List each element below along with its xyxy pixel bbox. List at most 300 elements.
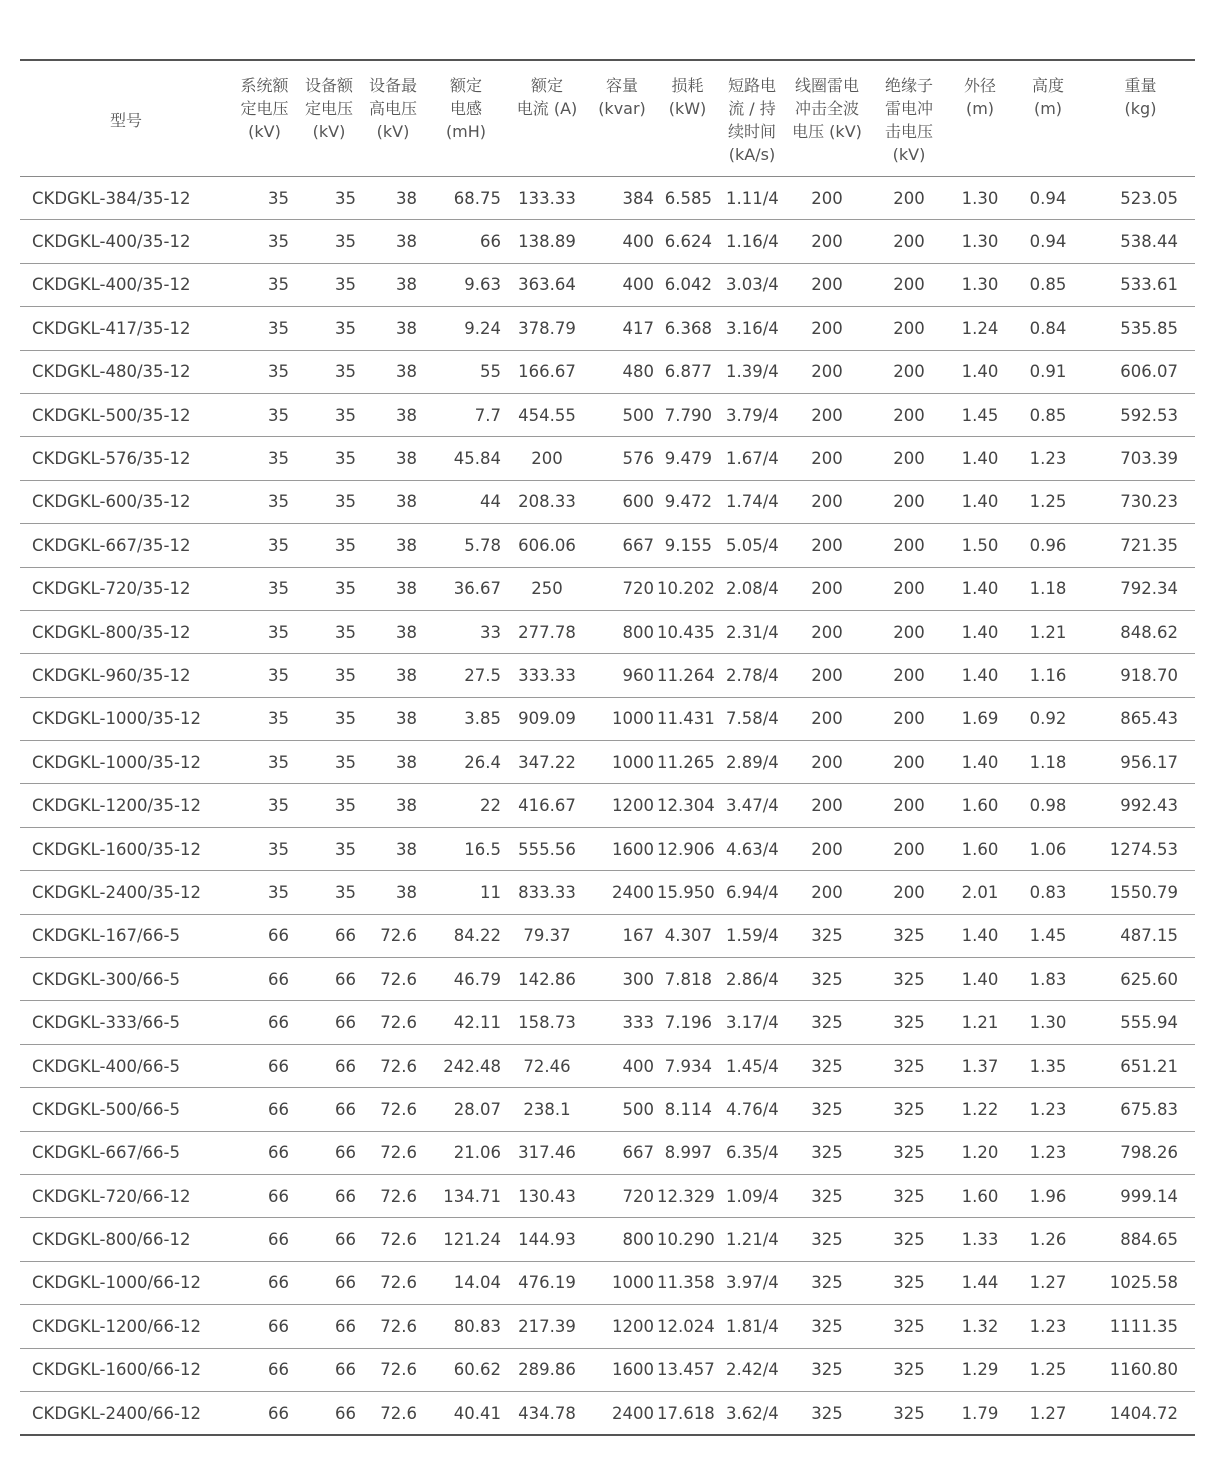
- height-cell: 1.27: [1029, 1403, 1067, 1423]
- inductance-cell: 16.5: [425, 827, 507, 870]
- inductance-cell: 9.24: [425, 307, 507, 350]
- table-row: [20, 567, 1195, 610]
- coil-impulse-cell: 200: [786, 610, 868, 653]
- weight-cell: 703.39: [1086, 437, 1195, 480]
- system-voltage-cell: 35: [232, 784, 297, 827]
- height-cell: 1.23: [1010, 1088, 1086, 1131]
- height-cell: 1.21: [1010, 610, 1086, 653]
- weight-cell: 865.43: [1086, 697, 1195, 740]
- short-circuit-cell: 1.11/4: [718, 177, 786, 220]
- max-voltage-cell: 38: [361, 567, 425, 610]
- model-cell: CKDGKL-480/35-12: [20, 350, 232, 393]
- height-cell: 0.96: [1010, 524, 1086, 567]
- outer-diameter-cell: 1.60: [950, 784, 1010, 827]
- equipment-voltage-cell: 66: [297, 1131, 361, 1174]
- table-row: [20, 177, 1195, 220]
- max-voltage-cell: 72.6: [361, 1174, 425, 1217]
- model-cell: CKDGKL-720/35-12: [20, 567, 232, 610]
- system-voltage-cell: 66: [268, 1403, 289, 1423]
- equipment-voltage-cell: 35: [297, 697, 361, 740]
- height-cell: 1.18: [1010, 741, 1086, 784]
- height-cell: 1.06: [1010, 827, 1086, 870]
- outer-diameter-cell: 1.22: [950, 1088, 1010, 1131]
- max-voltage-cell: 38: [361, 610, 425, 653]
- system-voltage-cell: 66: [232, 1305, 297, 1348]
- system-voltage-cell: 35: [232, 871, 297, 914]
- insulator-impulse-cell: 325: [868, 1001, 950, 1044]
- table-row: [20, 871, 1195, 914]
- col-header-outer-diameter: 外径 (m): [950, 60, 1010, 177]
- loss-cell: 11.264: [657, 654, 718, 697]
- height-cell: 1.23: [1010, 1305, 1086, 1348]
- table-row: [20, 437, 1195, 480]
- capacity-cell: 2400: [612, 1403, 654, 1423]
- short-circuit-cell: 1.16/4: [718, 220, 786, 263]
- inductance-cell: 80.83: [425, 1305, 507, 1348]
- max-voltage-cell: 38: [361, 350, 425, 393]
- short-circuit-cell: 4.63/4: [718, 827, 786, 870]
- height-cell: 0.98: [1010, 784, 1086, 827]
- outer-diameter-cell: 1.21: [950, 1001, 1010, 1044]
- height-cell: 0.84: [1010, 307, 1086, 350]
- inductance-cell: 14.04: [425, 1261, 507, 1304]
- inductance-cell: 9.63: [425, 263, 507, 306]
- coil-impulse-cell: 200: [786, 741, 868, 784]
- equipment-voltage-cell: 66: [297, 1174, 361, 1217]
- equipment-voltage-cell: 66: [297, 958, 361, 1001]
- short-circuit-cell: 3.17/4: [718, 1001, 786, 1044]
- inductance-cell: 33: [425, 610, 507, 653]
- height-cell: 1.23: [1010, 437, 1086, 480]
- capacity-cell: 960: [587, 654, 657, 697]
- coil-impulse-cell: 200: [786, 524, 868, 567]
- weight-cell: 675.83: [1086, 1088, 1195, 1131]
- system-voltage-cell: 35: [232, 307, 297, 350]
- capacity-cell: 1200: [587, 784, 657, 827]
- outer-diameter-cell: 1.40: [950, 741, 1010, 784]
- capacity-cell: 1000: [587, 1261, 657, 1304]
- inductance-cell: 5.78: [425, 524, 507, 567]
- short-circuit-cell: 1.59/4: [718, 914, 786, 957]
- system-voltage-cell: 66: [232, 914, 297, 957]
- coil-impulse-cell: 325: [786, 914, 868, 957]
- current-cell: 217.39: [507, 1305, 587, 1348]
- outer-diameter-cell: 1.40: [950, 914, 1010, 957]
- weight-cell: 884.65: [1086, 1218, 1195, 1261]
- equipment-voltage-cell: 35: [297, 263, 361, 306]
- loss-cell: 12.329: [657, 1174, 718, 1217]
- capacity-cell: 2400: [587, 871, 657, 914]
- coil-impulse-cell: 200: [786, 437, 868, 480]
- loss-cell: 13.457: [657, 1348, 718, 1391]
- loss-cell: 6.877: [657, 350, 718, 393]
- equipment-voltage-cell: 66: [297, 1001, 361, 1044]
- height-cell: 1.96: [1010, 1174, 1086, 1217]
- inductance-cell: 3.85: [425, 697, 507, 740]
- loss-cell: 10.202: [657, 567, 718, 610]
- height-cell: 0.85: [1010, 263, 1086, 306]
- loss-cell: 9.155: [657, 524, 718, 567]
- capacity-cell: 384: [587, 177, 657, 220]
- current-cell: 277.78: [507, 610, 587, 653]
- current-cell: 909.09: [507, 697, 587, 740]
- equipment-voltage-cell: 35: [297, 741, 361, 784]
- capacity-cell: 1600: [587, 1348, 657, 1391]
- system-voltage-cell: 66: [232, 1174, 297, 1217]
- loss-cell: 6.042: [657, 263, 718, 306]
- insulator-impulse-cell: 200: [868, 741, 950, 784]
- current-cell: 378.79: [507, 307, 587, 350]
- coil-impulse-cell: 325: [786, 1348, 868, 1391]
- height-cell: 1.18: [1010, 567, 1086, 610]
- current-cell: 144.93: [507, 1218, 587, 1261]
- weight-cell: 721.35: [1086, 524, 1195, 567]
- capacity-cell: 333: [587, 1001, 657, 1044]
- current-cell: 363.64: [507, 263, 587, 306]
- current-cell: 142.86: [507, 958, 587, 1001]
- insulator-impulse-cell: 200: [868, 307, 950, 350]
- model-cell: CKDGKL-1000/35-12: [20, 741, 232, 784]
- coil-impulse-cell: 200: [786, 567, 868, 610]
- max-voltage-cell: 38: [361, 741, 425, 784]
- inductance-cell: 45.84: [425, 437, 507, 480]
- max-voltage-cell: 72.6: [361, 1305, 425, 1348]
- loss-cell: 6.368: [657, 307, 718, 350]
- max-voltage-cell: 38: [361, 827, 425, 870]
- spec-table-container: [20, 59, 1195, 1436]
- insulator-impulse-cell: 325: [893, 1403, 925, 1423]
- insulator-impulse-cell: 200: [868, 567, 950, 610]
- max-voltage-cell: 72.6: [361, 1348, 425, 1391]
- coil-impulse-cell: 200: [786, 697, 868, 740]
- model-cell: CKDGKL-1600/66-12: [20, 1348, 232, 1391]
- max-voltage-cell: 72.6: [361, 958, 425, 1001]
- inductance-cell: 27.5: [425, 654, 507, 697]
- weight-cell: 999.14: [1086, 1174, 1195, 1217]
- inductance-cell: 36.67: [425, 567, 507, 610]
- loss-cell: 8.997: [657, 1131, 718, 1174]
- current-cell: 238.1: [507, 1088, 587, 1131]
- capacity-cell: 576: [587, 437, 657, 480]
- coil-impulse-cell: 325: [786, 1305, 868, 1348]
- height-cell: 1.83: [1010, 958, 1086, 1001]
- table-row: [20, 697, 1195, 740]
- loss-cell: 11.265: [657, 741, 718, 784]
- equipment-voltage-cell: 66: [297, 1218, 361, 1261]
- short-circuit-cell: 1.09/4: [718, 1174, 786, 1217]
- short-circuit-cell: 1.67/4: [718, 437, 786, 480]
- col-header-model: 型号: [20, 60, 232, 177]
- col-header-short-circuit: 短路电 流 / 持 续时间 (kA/s): [718, 60, 786, 177]
- system-voltage-cell: 35: [232, 393, 297, 436]
- max-voltage-cell: 38: [361, 784, 425, 827]
- model-cell: CKDGKL-500/35-12: [20, 393, 232, 436]
- loss-cell: 6.624: [657, 220, 718, 263]
- current-cell: 289.86: [507, 1348, 587, 1391]
- loss-cell: 9.479: [657, 437, 718, 480]
- table-row: [20, 1348, 1195, 1391]
- table-row: [20, 914, 1195, 957]
- insulator-impulse-cell: 325: [868, 914, 950, 957]
- system-voltage-cell: 66: [232, 1131, 297, 1174]
- equipment-voltage-cell: 66: [297, 1305, 361, 1348]
- current-cell: 416.67: [507, 784, 587, 827]
- coil-impulse-cell: 325: [786, 1044, 868, 1087]
- system-voltage-cell: 66: [232, 1348, 297, 1391]
- inductance-cell: 22: [425, 784, 507, 827]
- max-voltage-cell: 72.6: [380, 1403, 417, 1423]
- coil-impulse-cell: 200: [786, 871, 868, 914]
- coil-impulse-cell: 200: [786, 177, 868, 220]
- weight-cell: 1160.80: [1086, 1348, 1195, 1391]
- current-cell: 833.33: [507, 871, 587, 914]
- col-header-current: 额定 电流 (A): [507, 60, 587, 177]
- max-voltage-cell: 72.6: [361, 1218, 425, 1261]
- system-voltage-cell: 66: [232, 958, 297, 1001]
- table-row: [20, 263, 1195, 306]
- max-voltage-cell: 72.6: [361, 1261, 425, 1304]
- outer-diameter-cell: 1.30: [950, 263, 1010, 306]
- equipment-voltage-cell: 35: [297, 177, 361, 220]
- outer-diameter-cell: 1.32: [950, 1305, 1010, 1348]
- loss-cell: 6.585: [657, 177, 718, 220]
- max-voltage-cell: 38: [361, 480, 425, 523]
- outer-diameter-cell: 1.50: [950, 524, 1010, 567]
- table-row: [20, 393, 1195, 436]
- coil-impulse-cell: 325: [811, 1403, 843, 1423]
- outer-diameter-cell: 1.44: [950, 1261, 1010, 1304]
- table-row: [20, 480, 1195, 523]
- weight-cell: 918.70: [1086, 654, 1195, 697]
- insulator-impulse-cell: 200: [868, 177, 950, 220]
- model-cell: CKDGKL-960/35-12: [20, 654, 232, 697]
- equipment-voltage-cell: 66: [297, 1088, 361, 1131]
- outer-diameter-cell: 1.40: [950, 480, 1010, 523]
- inductance-cell: 60.62: [425, 1348, 507, 1391]
- inductance-cell: 28.07: [425, 1088, 507, 1131]
- short-circuit-cell: 2.78/4: [718, 654, 786, 697]
- table-row: [20, 307, 1195, 350]
- loss-cell: 10.290: [657, 1218, 718, 1261]
- loss-cell: 10.435: [657, 610, 718, 653]
- model-cell: CKDGKL-1000/66-12: [20, 1261, 232, 1304]
- inductance-cell: 121.24: [425, 1218, 507, 1261]
- current-cell: 317.46: [507, 1131, 587, 1174]
- outer-diameter-cell: 1.40: [950, 567, 1010, 610]
- weight-cell: 1404.72: [1109, 1403, 1178, 1423]
- weight-cell: 792.34: [1086, 567, 1195, 610]
- capacity-cell: 667: [587, 524, 657, 567]
- short-circuit-cell: 2.42/4: [718, 1348, 786, 1391]
- weight-cell: 1111.35: [1086, 1305, 1195, 1348]
- equipment-voltage-cell: 66: [297, 1261, 361, 1304]
- insulator-impulse-cell: 200: [868, 524, 950, 567]
- model-cell: CKDGKL-667/35-12: [20, 524, 232, 567]
- current-cell: 200: [507, 437, 587, 480]
- model-cell: CKDGKL-1200/35-12: [20, 784, 232, 827]
- model-cell: CKDGKL-667/66-5: [20, 1131, 232, 1174]
- table-row: [20, 610, 1195, 653]
- short-circuit-cell: 4.76/4: [718, 1088, 786, 1131]
- insulator-impulse-cell: 200: [868, 220, 950, 263]
- short-circuit-cell: 1.74/4: [718, 480, 786, 523]
- col-header-coil-impulse: 线圈雷电 冲击全波 电压 (kV): [786, 60, 868, 177]
- short-circuit-cell: 2.89/4: [718, 741, 786, 784]
- model-cell: CKDGKL-720/66-12: [20, 1174, 232, 1217]
- model-cell: CKDGKL-600/35-12: [20, 480, 232, 523]
- coil-impulse-cell: 200: [786, 350, 868, 393]
- equipment-voltage-cell: 35: [297, 393, 361, 436]
- system-voltage-cell: 35: [232, 437, 297, 480]
- reactor-spec-table: [20, 59, 1195, 1436]
- model-cell: CKDGKL-2400/35-12: [20, 871, 232, 914]
- insulator-impulse-cell: 200: [868, 437, 950, 480]
- outer-diameter-cell: 1.20: [950, 1131, 1010, 1174]
- height-cell: 1.16: [1010, 654, 1086, 697]
- outer-diameter-cell: 1.40: [950, 654, 1010, 697]
- inductance-cell: 55: [425, 350, 507, 393]
- capacity-cell: 1600: [587, 827, 657, 870]
- current-cell: 476.19: [507, 1261, 587, 1304]
- current-cell: 606.06: [507, 524, 587, 567]
- table-row: [20, 1001, 1195, 1044]
- insulator-impulse-cell: 200: [868, 654, 950, 697]
- outer-diameter-cell: 1.29: [950, 1348, 1010, 1391]
- insulator-impulse-cell: 200: [868, 480, 950, 523]
- height-cell: 0.94: [1010, 177, 1086, 220]
- equipment-voltage-cell: 66: [297, 914, 361, 957]
- height-cell: 1.30: [1010, 1001, 1086, 1044]
- capacity-cell: 167: [587, 914, 657, 957]
- capacity-cell: 1200: [587, 1305, 657, 1348]
- model-cell: CKDGKL-167/66-5: [20, 914, 232, 957]
- height-cell: 1.25: [1010, 480, 1086, 523]
- system-voltage-cell: 35: [232, 741, 297, 784]
- table-row: [20, 784, 1195, 827]
- model-cell: CKDGKL-300/66-5: [20, 958, 232, 1001]
- current-cell: 72.46: [507, 1044, 587, 1087]
- coil-impulse-cell: 325: [786, 1218, 868, 1261]
- equipment-voltage-cell: 35: [297, 524, 361, 567]
- outer-diameter-cell: 1.60: [950, 1174, 1010, 1217]
- loss-cell: 4.307: [657, 914, 718, 957]
- inductance-cell: 66: [425, 220, 507, 263]
- capacity-cell: 480: [587, 350, 657, 393]
- equipment-voltage-cell: 35: [297, 480, 361, 523]
- outer-diameter-cell: 1.60: [950, 827, 1010, 870]
- current-cell: 434.78: [518, 1403, 576, 1423]
- table-row: [20, 827, 1195, 870]
- weight-cell: 848.62: [1086, 610, 1195, 653]
- insulator-impulse-cell: 325: [868, 1044, 950, 1087]
- outer-diameter-cell: 1.24: [950, 307, 1010, 350]
- outer-diameter-cell: 1.69: [950, 697, 1010, 740]
- inductance-cell: 242.48: [425, 1044, 507, 1087]
- header-row: [20, 60, 1195, 177]
- height-cell: 1.23: [1010, 1131, 1086, 1174]
- col-header-insulator-impulse: 绝缘子 雷电冲 击电压 (kV): [868, 60, 950, 177]
- table-row: [20, 958, 1195, 1001]
- coil-impulse-cell: 200: [786, 827, 868, 870]
- table-row: [20, 1044, 1195, 1087]
- system-voltage-cell: 35: [232, 697, 297, 740]
- col-header-height: 高度 (m): [1010, 60, 1086, 177]
- table-row: [20, 524, 1195, 567]
- weight-cell: 592.53: [1086, 393, 1195, 436]
- insulator-impulse-cell: 200: [868, 827, 950, 870]
- insulator-impulse-cell: 325: [868, 1174, 950, 1217]
- max-voltage-cell: 38: [361, 263, 425, 306]
- model-cell: CKDGKL-500/66-5: [20, 1088, 232, 1131]
- weight-cell: 538.44: [1086, 220, 1195, 263]
- weight-cell: 487.15: [1086, 914, 1195, 957]
- insulator-impulse-cell: 325: [868, 1218, 950, 1261]
- equipment-voltage-cell: 35: [297, 567, 361, 610]
- capacity-cell: 720: [587, 567, 657, 610]
- model-cell: CKDGKL-576/35-12: [20, 437, 232, 480]
- coil-impulse-cell: 200: [786, 784, 868, 827]
- short-circuit-cell: 3.62/4: [726, 1403, 779, 1423]
- current-cell: 250: [507, 567, 587, 610]
- max-voltage-cell: 38: [361, 437, 425, 480]
- outer-diameter-cell: 1.79: [961, 1403, 999, 1423]
- table-row: [20, 1131, 1195, 1174]
- current-cell: 130.43: [507, 1174, 587, 1217]
- height-cell: 1.45: [1010, 914, 1086, 957]
- table-row: [20, 1218, 1195, 1261]
- short-circuit-cell: 6.94/4: [718, 871, 786, 914]
- system-voltage-cell: 35: [232, 827, 297, 870]
- capacity-cell: 720: [587, 1174, 657, 1217]
- model-cell: CKDGKL-1600/35-12: [20, 827, 232, 870]
- loss-cell: 7.790: [657, 393, 718, 436]
- outer-diameter-cell: 1.30: [950, 220, 1010, 263]
- equipment-voltage-cell: 66: [335, 1403, 356, 1423]
- model-cell: CKDGKL-400/35-12: [20, 220, 232, 263]
- coil-impulse-cell: 325: [786, 1174, 868, 1217]
- capacity-cell: 400: [587, 1044, 657, 1087]
- model-cell: CKDGKL-400/35-12: [20, 263, 232, 306]
- insulator-impulse-cell: 200: [868, 697, 950, 740]
- weight-cell: 533.61: [1086, 263, 1195, 306]
- outer-diameter-cell: 1.30: [950, 177, 1010, 220]
- model-cell: CKDGKL-400/66-5: [20, 1044, 232, 1087]
- table-row: [20, 741, 1195, 784]
- coil-impulse-cell: 325: [786, 1001, 868, 1044]
- inductance-cell: 134.71: [425, 1174, 507, 1217]
- system-voltage-cell: 35: [232, 654, 297, 697]
- loss-cell: 17.618: [657, 1403, 715, 1423]
- insulator-impulse-cell: 325: [868, 1131, 950, 1174]
- inductance-cell: 21.06: [425, 1131, 507, 1174]
- table-row: [20, 220, 1195, 263]
- table-row: [20, 350, 1195, 393]
- capacity-cell: 417: [587, 307, 657, 350]
- model-cell: CKDGKL-384/35-12: [20, 177, 232, 220]
- current-cell: 454.55: [507, 393, 587, 436]
- weight-cell: 730.23: [1086, 480, 1195, 523]
- short-circuit-cell: 2.08/4: [718, 567, 786, 610]
- inductance-cell: 68.75: [425, 177, 507, 220]
- model-cell: CKDGKL-1200/66-12: [20, 1305, 232, 1348]
- col-header-loss: 损耗 (kW): [657, 60, 718, 177]
- short-circuit-cell: 3.16/4: [718, 307, 786, 350]
- loss-cell: 12.024: [657, 1305, 718, 1348]
- col-header-capacity: 容量 (kvar): [587, 60, 657, 177]
- col-header-equipment-voltage: 设备额 定电压 (kV): [297, 60, 361, 177]
- outer-diameter-cell: 1.37: [950, 1044, 1010, 1087]
- coil-impulse-cell: 200: [786, 654, 868, 697]
